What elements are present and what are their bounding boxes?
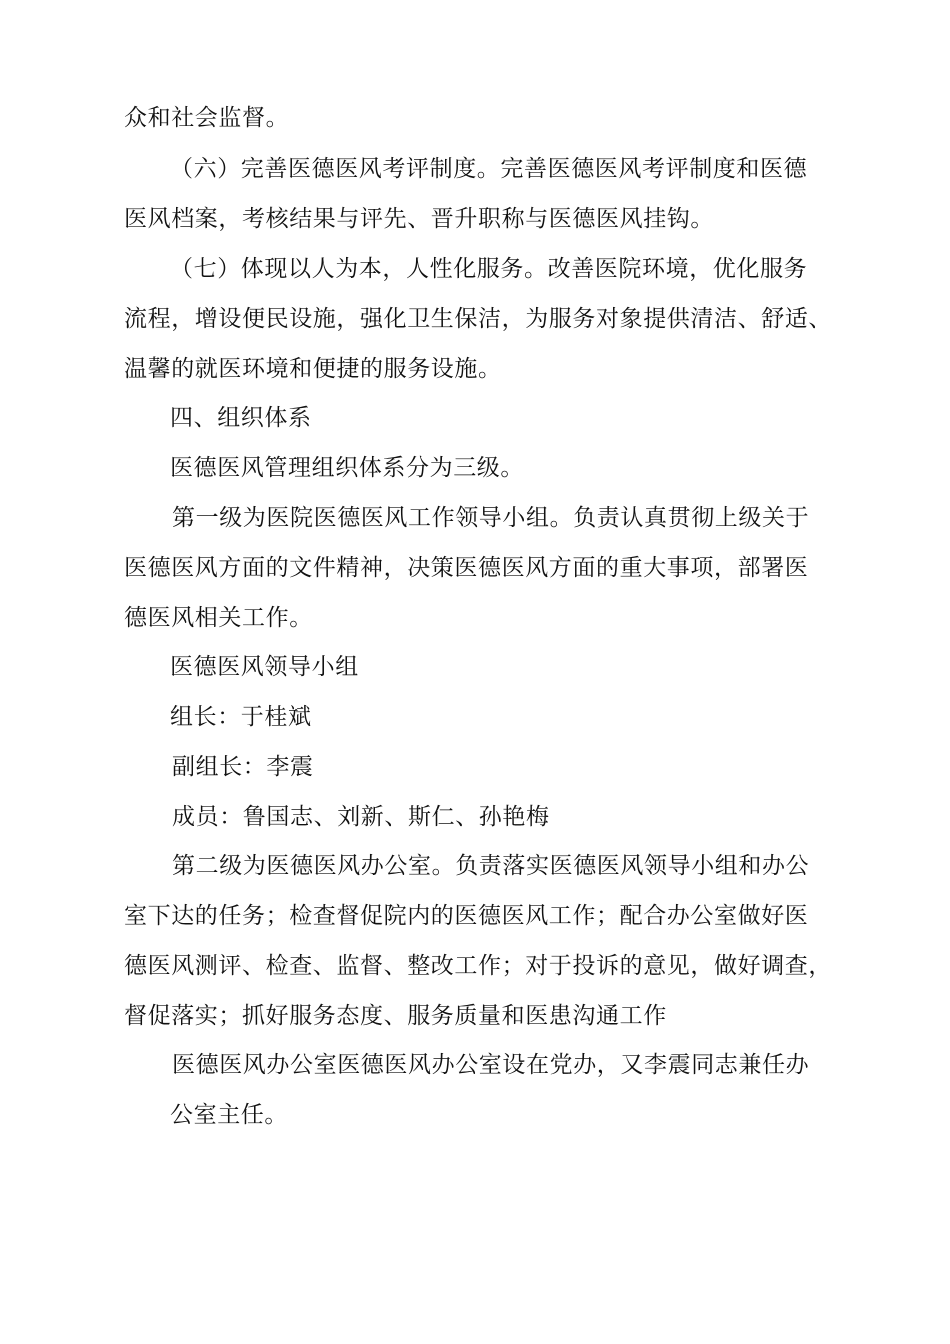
text-line: 第一级为医院医德医风工作领导小组。负责认真贯彻上级关于	[172, 505, 810, 531]
text-line: 医德医风办公室医德医风办公室设在党办，又李震同志兼任办	[172, 1052, 810, 1078]
text-line: 流程，增设便民设施，强化卫生保洁，为服务对象提供清洁、舒适、	[124, 306, 832, 332]
text-line: （六）完善医德医风考评制度。完善医德医风考评制度和医德	[170, 156, 808, 182]
text-line: 众和社会监督。	[124, 105, 290, 131]
text-line: 公室主任。	[170, 1102, 288, 1128]
text-line: 医德医风管理组织体系分为三级。	[170, 455, 524, 481]
section-heading: 四、组织体系	[170, 405, 312, 431]
text-line: 德医风测评、检查、监督、整改工作；对于投诉的意见，做好调查，	[124, 953, 832, 979]
text-line: 医德医风方面的文件精神，决策医德医风方面的重大事项，部署医	[124, 555, 809, 581]
group-leader: 组长：于桂斌	[170, 704, 312, 730]
text-line: （七）体现以人为本，人性化服务。改善医院环境，优化服务	[170, 256, 808, 282]
text-line: 督促落实；抓好服务态度、服务质量和医患沟通工作	[124, 1003, 667, 1029]
text-line: 室下达的任务；检查督促院内的医德医风工作；配合办公室做好医	[124, 903, 809, 929]
group-title: 医德医风领导小组	[170, 654, 359, 680]
group-members: 成员：鲁国志、刘新、斯仁、孙艳梅	[172, 804, 550, 830]
text-line: 德医风相关工作。	[124, 605, 313, 631]
text-line: 温馨的就医环境和便捷的服务设施。	[124, 356, 502, 382]
group-deputy-leader: 副组长：李震	[172, 754, 314, 780]
text-line: 第二级为医德医风办公室。负责落实医德医风领导小组和办公	[172, 853, 810, 879]
text-line: 医风档案，考核结果与评先、晋升职称与医德医风挂钩。	[124, 206, 714, 232]
